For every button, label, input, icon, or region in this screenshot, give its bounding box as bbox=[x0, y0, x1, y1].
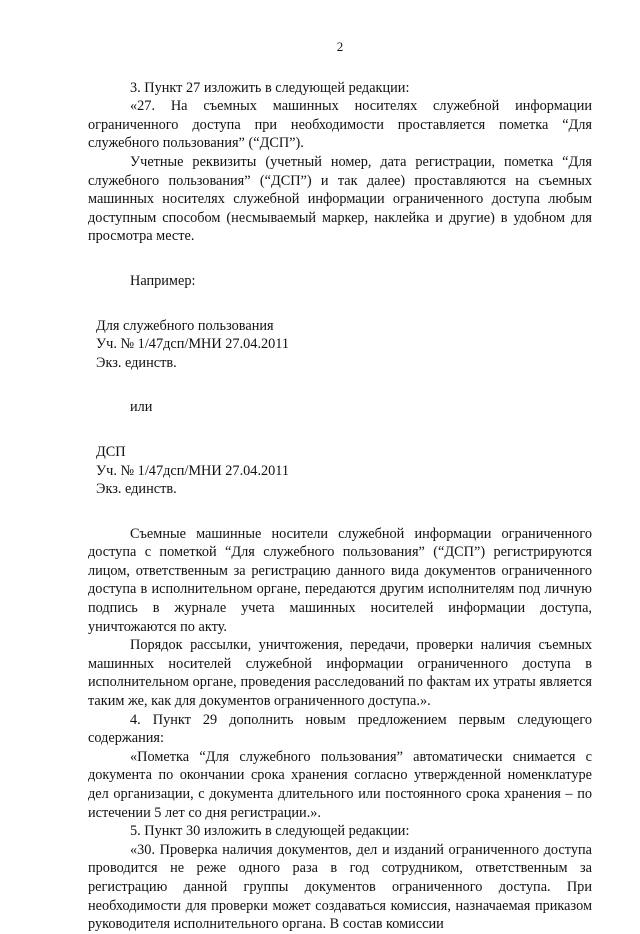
stamp-example-2 bbox=[88, 443, 592, 499]
item-29-text: «Пометка “Для служебного пользования” автоматически снимается с документа по окончании срока хранения согласно утвержденной номенклатуре дел организации, с документа длительного или постоянного срока хранения – по истечении 5 лет со дня регистрации.». bbox=[88, 748, 592, 821]
item-27-text: «27. На съемных машинных носителях служебной информации ограниченного доступа при необходимости проставляется пометка “Для служебного пользования” (“ДСП”). bbox=[88, 98, 592, 152]
stamp-1-line-1: Для служебного пользования bbox=[96, 317, 274, 334]
stamp-example-1 bbox=[88, 317, 592, 373]
stamp-2-line-2: Уч. № 1/47дсп/МНИ 27.04.2011 bbox=[96, 462, 290, 479]
stamp-1-line-2: Уч. № 1/47дсп/МНИ 27.04.2011 bbox=[96, 336, 290, 353]
example-label: Например: bbox=[130, 272, 196, 289]
stamp-1-line-3: Экз. единств. bbox=[96, 354, 177, 371]
or-label: или bbox=[130, 399, 153, 416]
account-details-paragraph: Учетные реквизиты (учетный номер, дата регистрации, пометка “Для служебного пользования” (“ДСП”) и так далее) проставляются на съемных машинных носителях служебной информации ограниченного доступа любым доступным способом (несмываемый маркер, наклейка и другие) в удобном для просмотра месте. bbox=[88, 153, 592, 245]
distribution-procedure: Порядок рассылки, уничтожения, передачи, проверки наличия съемных машинных носителей служебной информации ограниченного доступа в исполнительном органе, проведения расследований по фактам их утраты является таким же, как для документов ограниченного доступа.». bbox=[88, 637, 592, 710]
removable-media-registration: Съемные машинные носители служебной информации ограниченного доступа с пометкой “Для служебного пользования” (“ДСП”) регистрируются лицом, ответственным за регистрацию данного вида документов ограниченного доступа в исполнительном органе, передаются другим исполнителям под личную подпись в журнале учета машинных носителей информации доступа, уничтожаются по акту. bbox=[88, 525, 592, 635]
item-4-heading: 4. Пункт 29 дополнить новым предложением первым следующего содержания: bbox=[88, 711, 592, 747]
stamp-2-line-3: Экз. единств. bbox=[96, 481, 177, 498]
stamp-2-line-1: ДСП bbox=[96, 443, 126, 460]
page-number: 2 bbox=[336, 39, 344, 54]
item-5-heading: 5. Пункт 30 изложить в следующей редакции: bbox=[130, 823, 410, 840]
item-3-heading: 3. Пункт 27 изложить в следующей редакции: bbox=[130, 79, 410, 96]
item-30-text: «30. Проверка наличия документов, дел и изданий ограниченного доступа проводится не реже одного раза в год сотрудником, ответственным за регистрацию данной группы документов ограниченного доступа. При необходимости для проверки может создаваться комиссия, назначаемая приказом руководителя исполнительного органа. В состав комиссии bbox=[88, 841, 592, 933]
